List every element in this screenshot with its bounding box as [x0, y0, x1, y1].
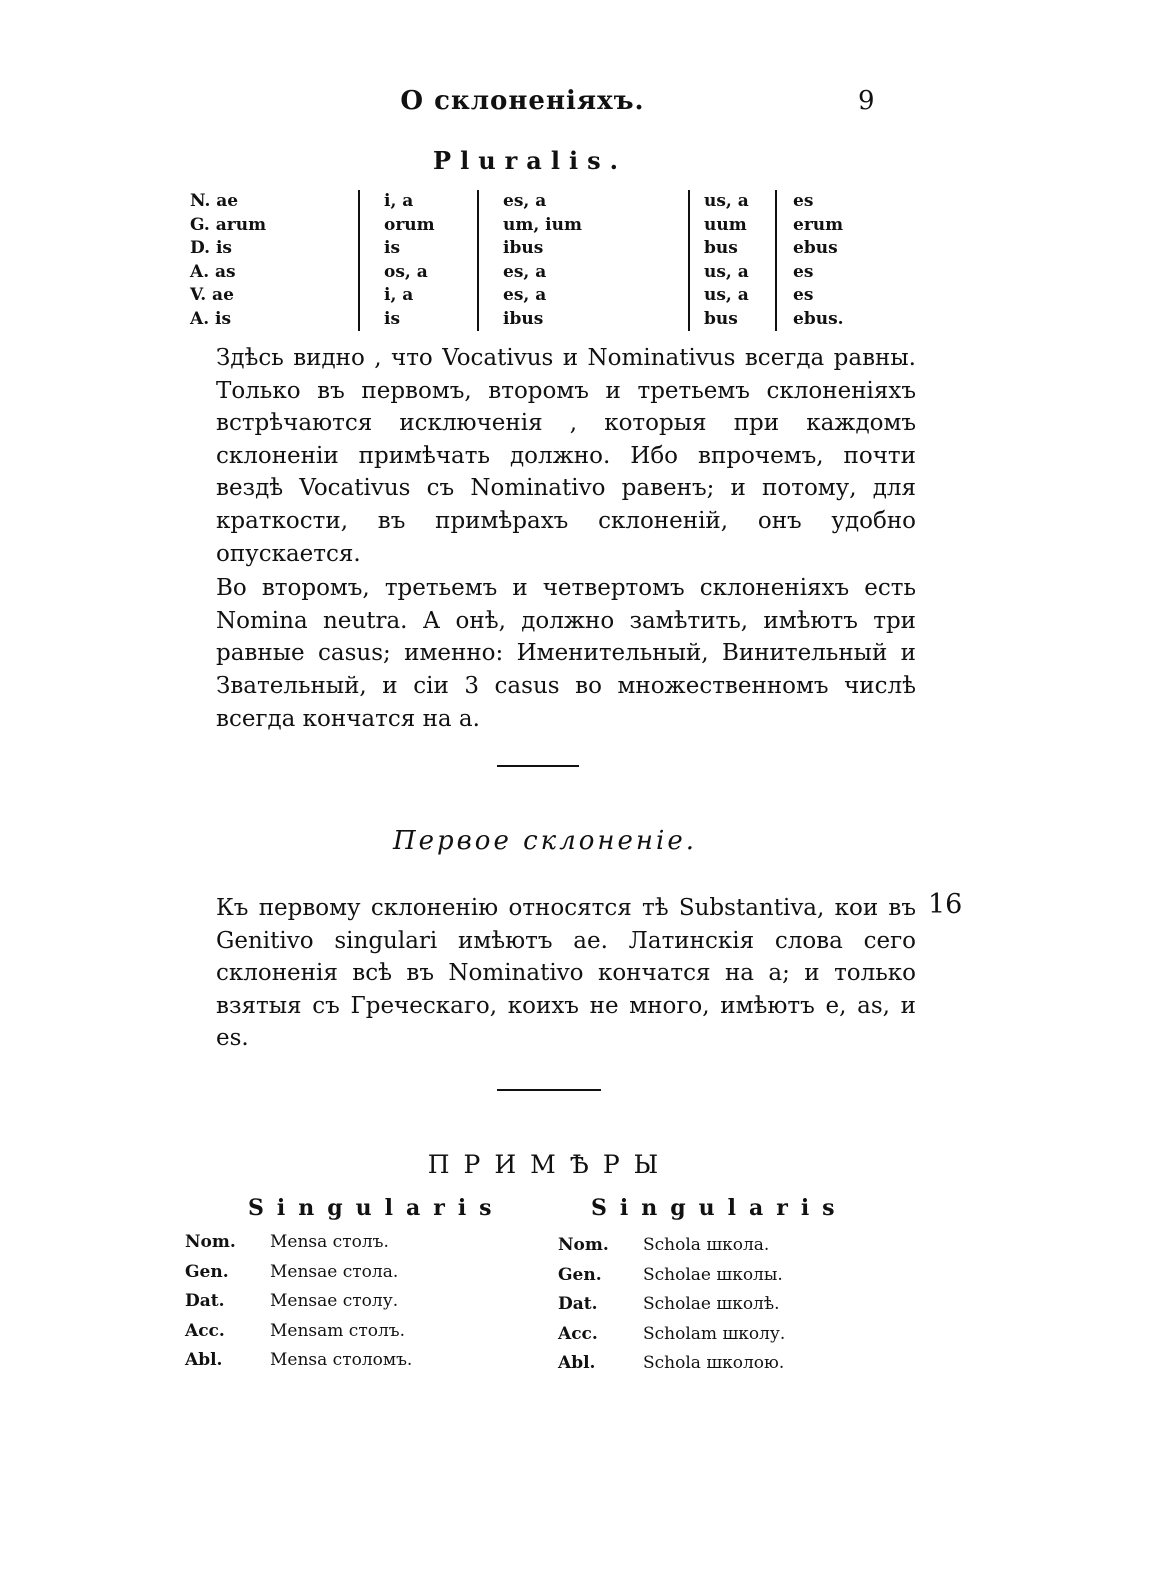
table-cell: ibus [503, 238, 544, 258]
table-column [190, 190, 350, 331]
table-cell: es [793, 261, 814, 282]
paragraph: Здѣсь видно , что Vocativus и Nominativus всегда равны. Только въ первомъ, второмъ и третьемъ склоненіяхъ встрѣчаются исключенія , которыя при каждомъ склоненіи примѣчать должно. Ибо впрочемъ, почти вездѣ Vocativus съ Nominativo равенъ; и потому, для краткости, въ примѣрахъ склоненій, онъ удобно опускается. [216, 345, 916, 567]
declension-mensa [185, 1228, 412, 1376]
paragraph: Къ первому склоненію относятся тѣ Substantiva, кои въ Genitivo singulari имѣютъ ae. Латинскія слова сего склоненія всѣ въ Nominativo кончатся на a; и только взятыя съ Греческаго, коихъ не много, имѣютъ e, as, и es. [216, 895, 916, 1052]
list-item [185, 1346, 412, 1376]
singularis-heading-right: Singularis [591, 1195, 848, 1221]
list-item [185, 1228, 412, 1258]
list-item [558, 1320, 785, 1350]
table-cell: uum [704, 214, 747, 235]
table-cell: is [384, 308, 401, 329]
list-item [558, 1349, 785, 1379]
table-column [358, 190, 474, 331]
page-number: 9 [858, 86, 875, 116]
case-label: Acc. [185, 1320, 225, 1341]
table-cell: us, a [704, 261, 749, 282]
table-cell: D. is [190, 238, 233, 258]
case-label: Gen. [558, 1264, 602, 1285]
table-column [477, 190, 683, 331]
table-cell: os, a [384, 261, 428, 282]
table-cell: erum [793, 214, 844, 235]
table-cell: N. ae [190, 191, 239, 211]
table-cell: i, a [384, 285, 414, 305]
list-item [558, 1261, 785, 1291]
table-cell: us, a [704, 285, 749, 305]
list-item [558, 1231, 785, 1261]
table-cell: A. as [190, 261, 236, 282]
case-form: Mensae столу. [270, 1291, 399, 1311]
case-label: Nom. [185, 1232, 236, 1252]
case-label: Abl. [558, 1353, 596, 1373]
case-form: Schola школою. [643, 1353, 785, 1373]
case-label: Nom. [558, 1235, 609, 1255]
declension-schola [558, 1231, 785, 1379]
table-cell: i, a [384, 191, 414, 211]
table-cell: ibus [503, 308, 544, 329]
case-form: Scholam школу. [643, 1323, 786, 1344]
table-column [775, 190, 863, 331]
singularis-heading-left: Singularis [248, 1195, 505, 1221]
table-cell: es, a [503, 285, 547, 305]
table-cell: um, ium [503, 214, 582, 235]
table-cell: bus [704, 238, 738, 258]
case-form: Mensam столъ. [270, 1320, 405, 1341]
case-label: Dat. [558, 1294, 598, 1314]
declension-heading: Первое склоненіе. [392, 826, 698, 856]
table-cell: es [793, 285, 814, 305]
table-cell: ebus. [793, 308, 844, 329]
table-cell: is [384, 238, 401, 258]
section-title: Pluralis. [433, 146, 627, 175]
running-title: О склоненіяхъ. [400, 86, 645, 116]
examples-title: ПРИМѢРЫ [427, 1150, 673, 1179]
table-cell: A. is [190, 308, 232, 329]
declension-text [216, 892, 916, 1057]
case-form: Scholae школы. [643, 1264, 783, 1285]
table-cell: G. arum [190, 214, 267, 235]
case-label: Gen. [185, 1261, 229, 1282]
table-cell: us, a [704, 191, 749, 211]
case-form: Schola школа. [643, 1235, 770, 1255]
case-label: Abl. [185, 1350, 223, 1370]
table-cell: es, a [503, 191, 547, 211]
table-cell: orum [384, 214, 435, 235]
list-item [185, 1258, 412, 1288]
table-cell: es, a [503, 261, 547, 282]
case-label: Dat. [185, 1291, 225, 1311]
list-item [185, 1287, 412, 1317]
divider [497, 1089, 601, 1091]
table-cell: ebus [793, 238, 838, 258]
margin-number: 16 [928, 889, 963, 920]
body-text [216, 342, 916, 737]
paragraph: Во второмъ, третьемъ и четвертомъ склоненіяхъ есть Nomina neutra. А онѣ, должно замѣтить, имѣютъ три равные casus; именно: Именительный, Винительный и Звательный, и сіи 3 casus во множественномъ числѣ всегда кончатся на а. [216, 575, 916, 732]
table-column [688, 190, 764, 331]
case-form: Mensae стола. [270, 1261, 399, 1282]
table-cell: bus [704, 308, 738, 329]
divider [497, 765, 579, 767]
table-cell: es [793, 191, 814, 211]
list-item [558, 1290, 785, 1320]
case-form: Mensa столъ. [270, 1232, 389, 1252]
case-form: Scholae школѣ. [643, 1294, 780, 1314]
list-item [185, 1317, 412, 1347]
table-cell: V. ae [190, 285, 234, 305]
case-label: Acc. [558, 1323, 598, 1344]
case-form: Mensa столомъ. [270, 1350, 413, 1370]
